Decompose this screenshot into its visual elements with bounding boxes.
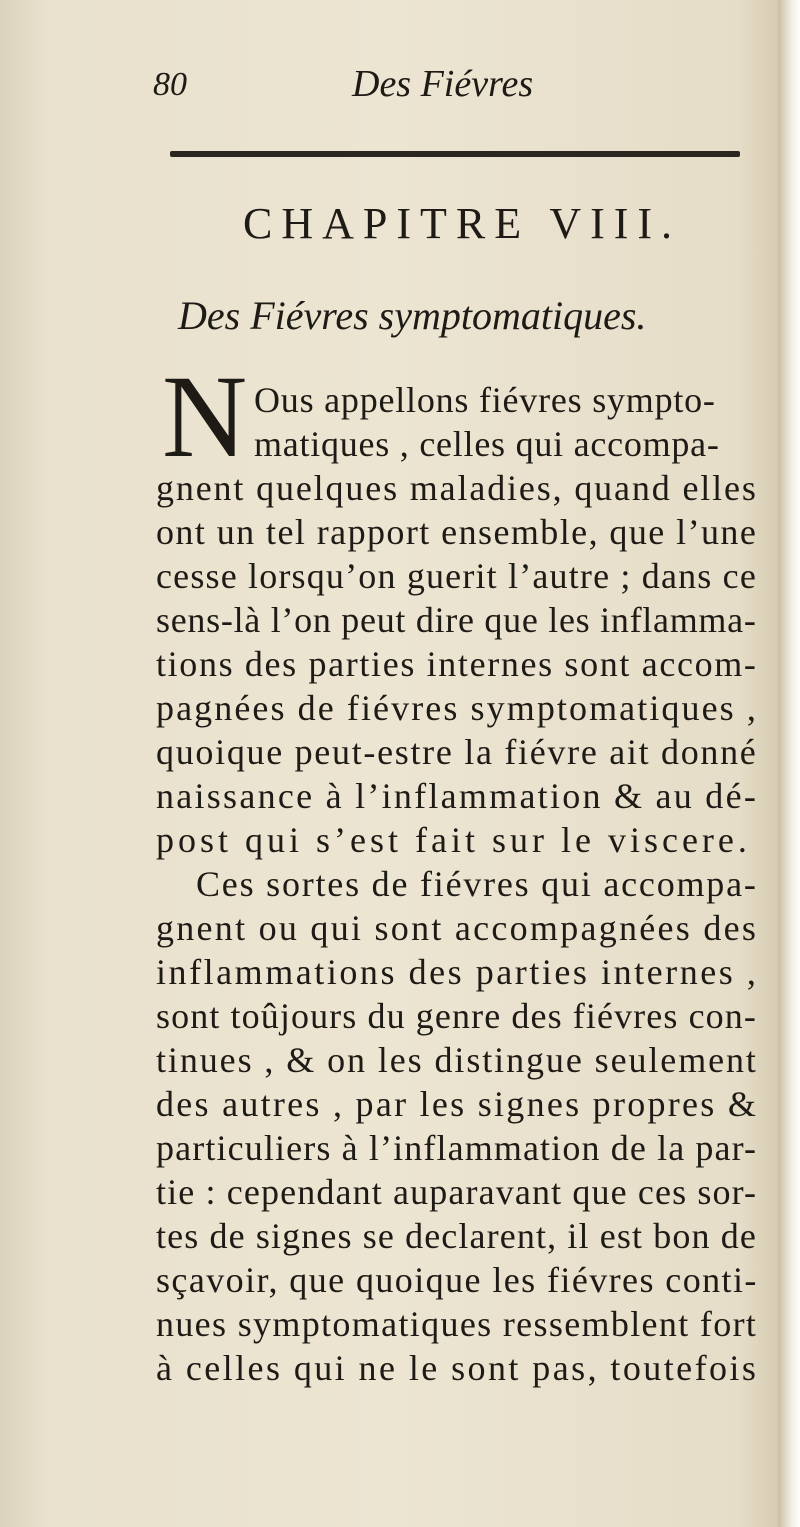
drop-cap: N [162, 351, 248, 482]
text-line: gnent quelques maladies, quand elles [156, 468, 758, 508]
text-line: gnent ou qui sont accompagnées des [156, 908, 759, 948]
chapter-heading: CHAPITRE VIII. [243, 199, 682, 248]
header-rule [170, 151, 740, 157]
text-line: sçavoir, que quoique les fiévres conti- [156, 1260, 758, 1300]
running-title: Des Fiévres [352, 63, 534, 105]
page-number: 80 [153, 66, 187, 103]
text-line: post qui s’est fait sur le viscere. [156, 820, 751, 860]
text-line: cesse lorsqu’on guerit l’autre ; dans ce [156, 556, 757, 596]
text-line: Ces sortes de fiévres qui accompa- [196, 864, 758, 904]
page-edge [778, 0, 800, 1527]
text-line: sont toûjours du genre des fiévres con- [156, 996, 757, 1036]
text-line: ont un tel rapport ensemble, que l’une [156, 512, 758, 552]
text-line: tions des parties internes sont accom- [156, 644, 758, 684]
running-head [0, 62, 778, 112]
text-line: matiques , celles qui accompa- [254, 424, 720, 464]
text-line: pagnées de fiévres symptomatiques , [156, 688, 758, 728]
text-line: à celles qui ne le sont pas, toutefois [156, 1348, 759, 1388]
text-line: inflammations des parties internes , [156, 952, 759, 992]
text-line: tinues , & on les distingue seulement [156, 1040, 758, 1080]
text-line: sens-là l’on peut dire que les inflamma- [156, 600, 757, 640]
text-line: tes de signes se declarent, il est bon de [156, 1216, 757, 1256]
text-line: particuliers à l’inflammation de la par- [156, 1128, 758, 1168]
chapter-subtitle: Des Fiévres symptomatiques. [178, 293, 647, 338]
text-line: quoique peut-estre la fiévre ait donné [156, 732, 758, 772]
text-line: naissance à l’inflammation & au dé- [156, 776, 759, 816]
text-line: Ous appellons fiévres sympto- [254, 380, 716, 420]
text-line: tie : cependant auparavant que ces sor- [156, 1172, 758, 1212]
text-line: nues symptomatiques ressemblent fort [156, 1304, 758, 1344]
text-line: des autres , par les signes propres & [156, 1084, 759, 1124]
